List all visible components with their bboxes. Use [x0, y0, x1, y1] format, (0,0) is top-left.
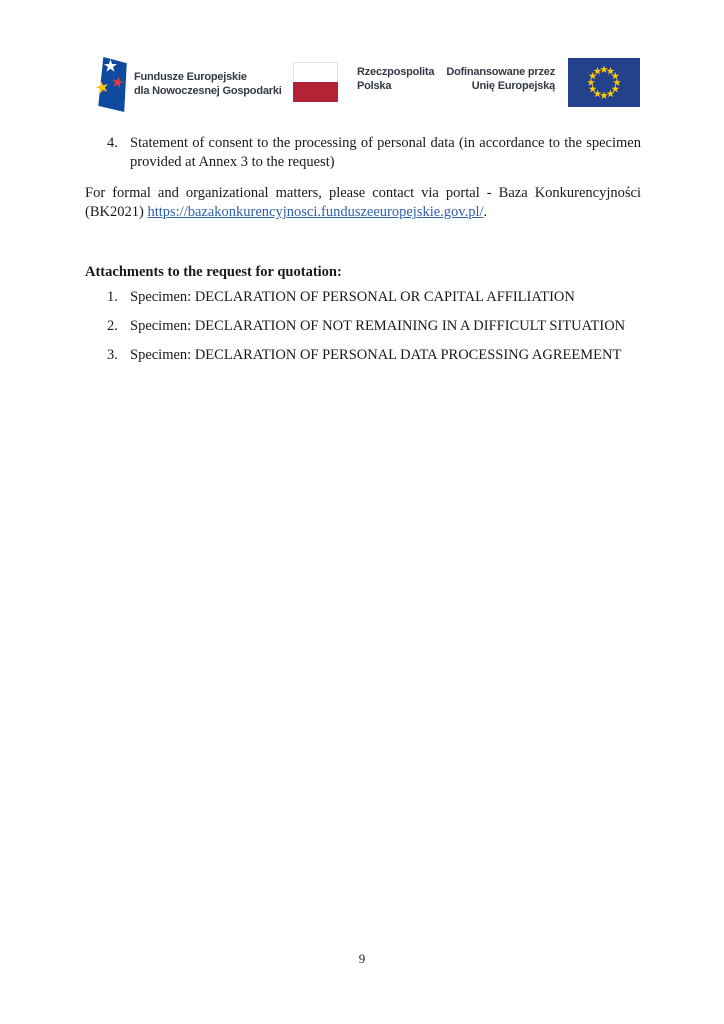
european-funds-logo-line1: Fundusze Europejskie	[134, 71, 247, 83]
attachment-item-1-marker: 1.	[107, 289, 118, 305]
eu-funding-statement-line1: Dofinansowane przez	[446, 66, 555, 78]
republic-of-poland-line2: Polska	[357, 79, 392, 92]
contact-paragraph	[85, 184, 641, 223]
numbered-item-4-text: Statement of consent to the processing of personal data (in accordance to the specimen provided at Annex 3 to the request)	[130, 135, 641, 171]
contact-text-before-link: For formal and organizational matters, please contact via portal - Baza Konkurencyjności (BK2021)	[85, 185, 641, 221]
page-number: 9	[358, 951, 366, 966]
attachment-item-3-text: Specimen: DECLARATION OF PERSONAL DATA PROCESSING AGREEMENT	[130, 346, 622, 363]
attachment-item-3	[85, 346, 641, 365]
attachment-item-1	[85, 288, 641, 307]
numbered-item-4-marker: 4.	[107, 135, 118, 151]
european-funds-logo	[95, 56, 282, 113]
attachment-item-2-marker: 2.	[107, 317, 118, 334]
attachment-item-1-text: Specimen: DECLARATION OF PERSONAL OR CAPITAL AFFILIATION	[130, 289, 575, 305]
attachment-item-2	[85, 317, 641, 336]
eu-funding-statement	[400, 66, 555, 93]
attachment-item-2-text: Specimen: DECLARATION OF NOT REMAINING IN A DIFFICULT SITUATION	[130, 317, 626, 334]
eu-funding-statement-line2: Unię Europejską	[471, 79, 555, 92]
attachments-heading: Attachments to the request for quotation:	[85, 264, 342, 280]
poland-flag-icon	[293, 62, 338, 102]
republic-of-poland-line1: Rzeczpospolita	[357, 66, 435, 78]
european-funds-logo-text	[134, 71, 282, 98]
bk2021-portal-link[interactable]: https://bazakonkurencyjnosci.funduszeeuropejskie.gov.pl/	[147, 204, 484, 221]
numbered-item-4	[85, 134, 641, 173]
eu-flag-icon	[568, 58, 640, 107]
attachment-item-3-marker: 3.	[107, 346, 118, 363]
contact-text-after-link: .	[483, 204, 488, 221]
european-funds-logo-line2: dla Nowoczesnej Gospodarki	[134, 84, 282, 97]
european-funds-flag-icon	[95, 56, 128, 113]
attachments-list	[85, 288, 641, 375]
